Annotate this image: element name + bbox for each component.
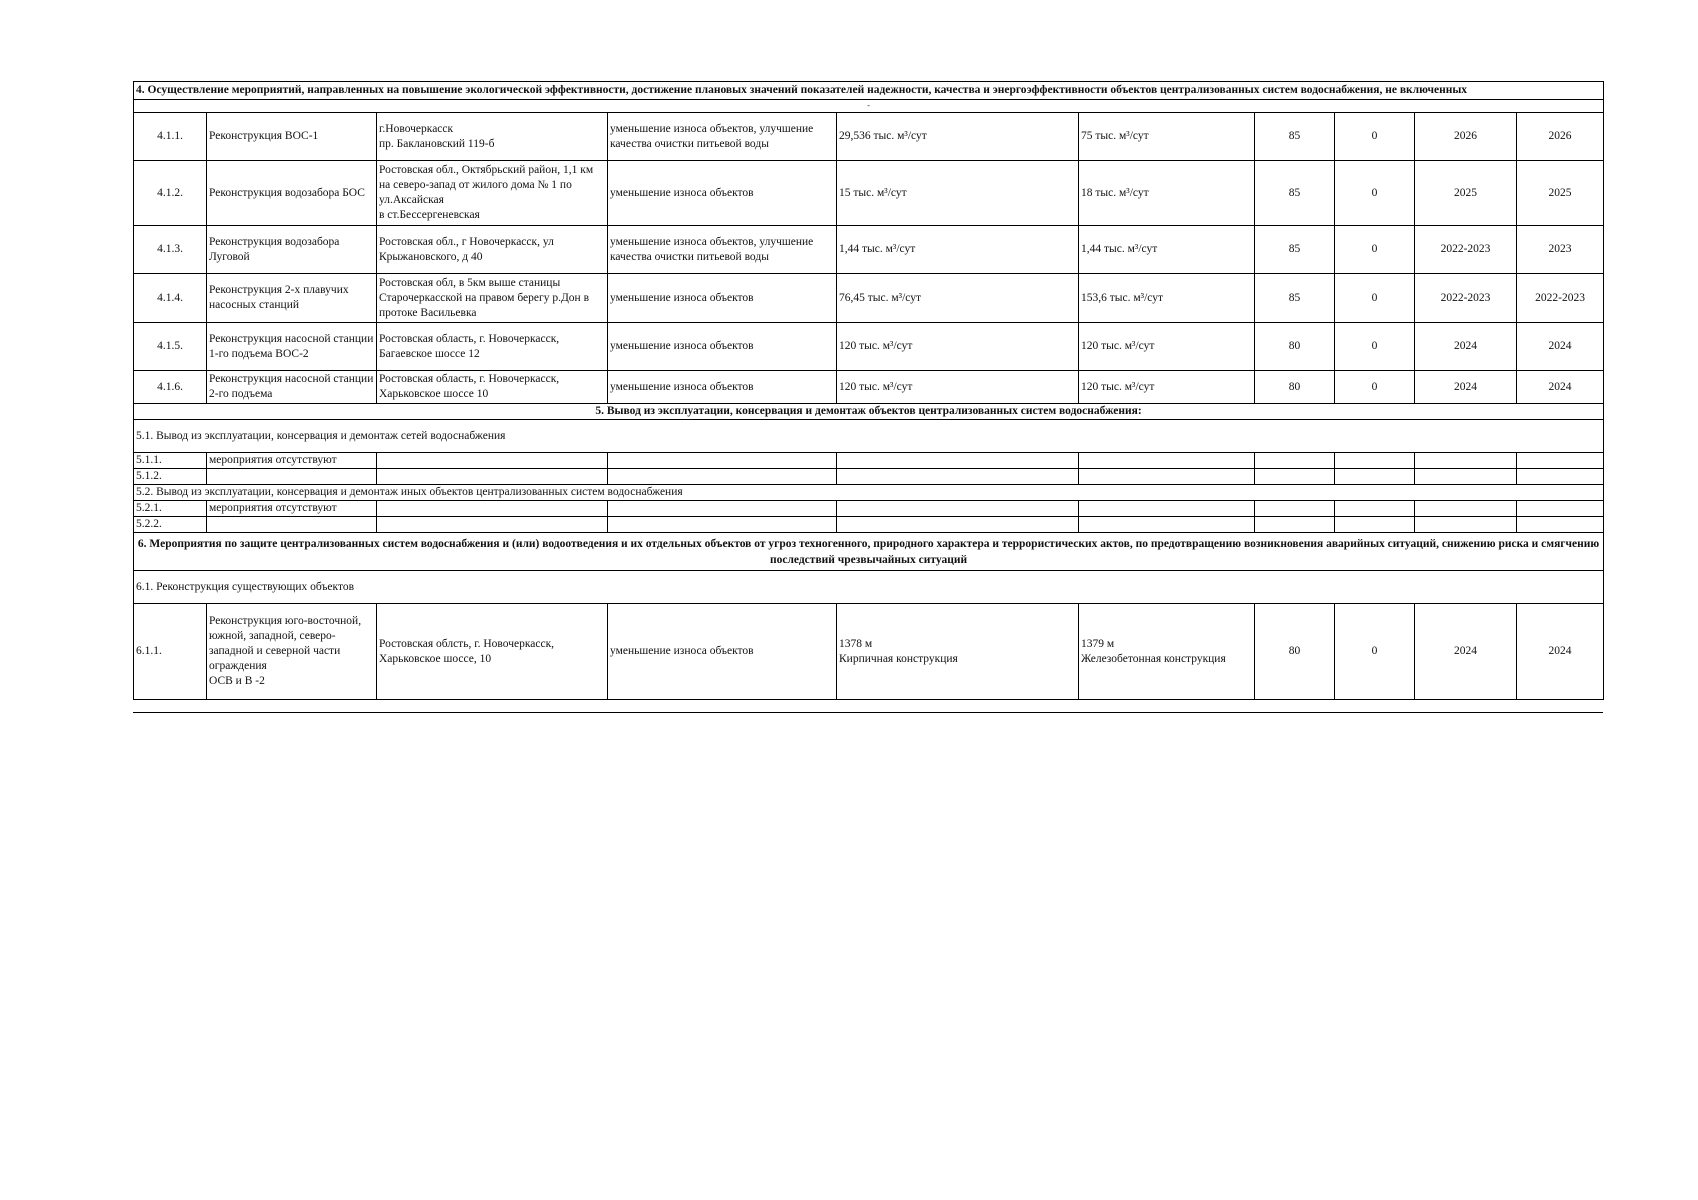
completion-year: 2023 — [1517, 226, 1604, 274]
implementation-period: 2022-2023 — [1415, 274, 1517, 323]
current-capacity: 29,536 тыс. м³/сут — [837, 113, 1079, 161]
section-5-title: 5. Вывод из эксплуатации, консервация и демонтаж объектов централизованных систем водоснабжения: — [134, 404, 1604, 420]
wear-after-value: 0 — [1335, 323, 1415, 371]
table-row — [134, 161, 1604, 226]
implementation-period: 2026 — [1415, 113, 1517, 161]
section-4-dash: - — [134, 100, 1604, 113]
wear-after-value: 0 — [1335, 371, 1415, 404]
measure-purpose: уменьшение износа объектов, улучшение качества очистки питьевой воды — [608, 226, 837, 274]
completion-year: 2024 — [1517, 323, 1604, 371]
measure-purpose: уменьшение износа объектов — [608, 161, 837, 226]
table-row — [134, 323, 1604, 371]
row-number: 5.2.1. — [134, 501, 207, 517]
planned-capacity: 120 тыс. м³/сут — [1079, 371, 1255, 404]
wear-value: 85 — [1255, 226, 1335, 274]
subsection-5-1-title: 5.1. Вывод из эксплуатации, консервация и демонтаж сетей водоснабжения — [134, 420, 1604, 453]
planned-capacity: 1379 м Железобетонная конструкция — [1079, 604, 1255, 700]
planned-capacity: 120 тыс. м³/сут — [1079, 323, 1255, 371]
completion-year: 2024 — [1517, 604, 1604, 700]
table-row — [134, 517, 1604, 533]
measure-name: Реконструкция водозабора Луговой — [207, 226, 377, 274]
completion-year: 2026 — [1517, 113, 1604, 161]
wear-after-value: 0 — [1335, 274, 1415, 323]
section-6-header-row — [134, 533, 1604, 571]
implementation-period: 2024 — [1415, 604, 1517, 700]
measure-name: Реконструкция 2-х плавучих насосных станций — [207, 274, 377, 323]
planned-capacity: 1,44 тыс. м³/сут — [1079, 226, 1255, 274]
row-number: 5.1.1. — [134, 453, 207, 469]
measure-name: Реконструкция насосной станции 2-го подъема — [207, 371, 377, 404]
table-row — [134, 469, 1604, 485]
row-number: 4.1.5. — [134, 323, 207, 371]
table-row — [134, 113, 1604, 161]
measure-name: Реконструкция насосной станции 1-го подъема ВОС-2 — [207, 323, 377, 371]
wear-value: 85 — [1255, 161, 1335, 226]
measure-purpose: уменьшение износа объектов — [608, 371, 837, 404]
row-number: 4.1.1. — [134, 113, 207, 161]
row-number: 5.2.2. — [134, 517, 207, 533]
object-address: Ростовская обл., Октябрьский район, 1,1 км на северо-запад от жилого дома № 1 по ул.Аксайская в ст.Бессергеневская — [377, 161, 608, 226]
row-number: 4.1.3. — [134, 226, 207, 274]
section-5-header-row — [134, 404, 1604, 420]
subsection-5-2-row — [134, 485, 1604, 501]
measure-purpose: уменьшение износа объектов — [608, 604, 837, 700]
implementation-period: 2024 — [1415, 323, 1517, 371]
subsection-6-1-row — [134, 571, 1604, 604]
measure-name: мероприятия отсутствуют — [207, 501, 377, 517]
object-address: Ростовская область, г. Новочеркасск, Багаевское шоссе 12 — [377, 323, 608, 371]
measure-name: Реконструкция водозабора БОС — [207, 161, 377, 226]
section-4-continuation-row — [134, 100, 1604, 113]
row-number: 4.1.4. — [134, 274, 207, 323]
wear-value: 80 — [1255, 323, 1335, 371]
measure-name: Реконструкция ВОС-1 — [207, 113, 377, 161]
row-number: 5.1.2. — [134, 469, 207, 485]
wear-value: 80 — [1255, 371, 1335, 404]
subsection-5-2-title: 5.2. Вывод из эксплуатации, консервация и демонтаж иных объектов централизованных систем водоснабжения — [134, 485, 1604, 501]
measure-name — [207, 517, 377, 533]
table-row — [134, 226, 1604, 274]
wear-after-value: 0 — [1335, 113, 1415, 161]
measure-purpose: уменьшение износа объектов — [608, 323, 837, 371]
current-capacity: 1,44 тыс. м³/сут — [837, 226, 1079, 274]
planned-capacity: 153,6 тыс. м³/сут — [1079, 274, 1255, 323]
completion-year: 2024 — [1517, 371, 1604, 404]
current-capacity: 120 тыс. м³/сут — [837, 323, 1079, 371]
implementation-period: 2024 — [1415, 371, 1517, 404]
subsection-5-1-row — [134, 420, 1604, 453]
wear-after-value: 0 — [1335, 226, 1415, 274]
wear-value: 85 — [1255, 113, 1335, 161]
current-capacity: 120 тыс. м³/сут — [837, 371, 1079, 404]
row-number: 4.1.2. — [134, 161, 207, 226]
table-row — [134, 501, 1604, 517]
completion-year: 2022-2023 — [1517, 274, 1604, 323]
wear-value: 85 — [1255, 274, 1335, 323]
table-row — [134, 274, 1604, 323]
object-address: Ростовская обл., г Новочеркасск, ул Крыжановского, д 40 — [377, 226, 608, 274]
planned-capacity: 75 тыс. м³/сут — [1079, 113, 1255, 161]
implementation-period: 2025 — [1415, 161, 1517, 226]
wear-after-value: 0 — [1335, 604, 1415, 700]
measure-name: мероприятия отсутствуют — [207, 453, 377, 469]
current-capacity: 15 тыс. м³/сут — [837, 161, 1079, 226]
completion-year: 2025 — [1517, 161, 1604, 226]
row-number: 6.1.1. — [134, 604, 207, 700]
section-4-title: 4. Осуществление мероприятий, направленных на повышение экологической эффективности, достижение плановых значений показателей надежности, качества и энергоэффективности объектов централизованных систем водоснабжения, не включенных — [134, 82, 1604, 100]
object-address: Ростовская обл, в 5км выше станицы Старочеркасской на правом берегу р.Дон в протоке Васильевка — [377, 274, 608, 323]
measure-name: Реконструкция юго-восточной, южной, западной, северо-западной и северной части ограждения ОСВ и В -2 — [207, 604, 377, 700]
object-address: Ростовская облсть, г. Новочеркасск, Харьковское шоссе, 10 — [377, 604, 608, 700]
table-row — [134, 371, 1604, 404]
planned-capacity: 18 тыс. м³/сут — [1079, 161, 1255, 226]
wear-after-value: 0 — [1335, 161, 1415, 226]
measure-purpose: уменьшение износа объектов, улучшение качества очистки питьевой воды — [608, 113, 837, 161]
measure-name — [207, 469, 377, 485]
wear-value: 80 — [1255, 604, 1335, 700]
section-4-header-row — [134, 82, 1604, 100]
row-number: 4.1.6. — [134, 371, 207, 404]
implementation-period: 2022-2023 — [1415, 226, 1517, 274]
subsection-6-1-title: 6.1. Реконструкция существующих объектов — [134, 571, 1604, 604]
measures-table — [133, 81, 1604, 700]
object-address: г.Новочеркасск пр. Баклановский 119-б — [377, 113, 608, 161]
current-capacity: 76,45 тыс. м³/сут — [837, 274, 1079, 323]
table-row — [134, 604, 1604, 700]
measure-purpose: уменьшение износа объектов — [608, 274, 837, 323]
table-row — [134, 453, 1604, 469]
object-address: Ростовская область, г. Новочеркасск, Харьковское шоссе 10 — [377, 371, 608, 404]
bottom-rule — [133, 712, 1603, 713]
section-6-title: 6. Мероприятия по защите централизованных систем водоснабжения и (или) водоотведения и их отдельных объектов от угроз техногенного, природного характера и террористических актов, по предотвращению возникновения аварийных ситуаций, снижению риска и смягчению последствий чрезвычайных ситуаций — [134, 533, 1604, 571]
current-capacity: 1378 м Кирпичная конструкция — [837, 604, 1079, 700]
